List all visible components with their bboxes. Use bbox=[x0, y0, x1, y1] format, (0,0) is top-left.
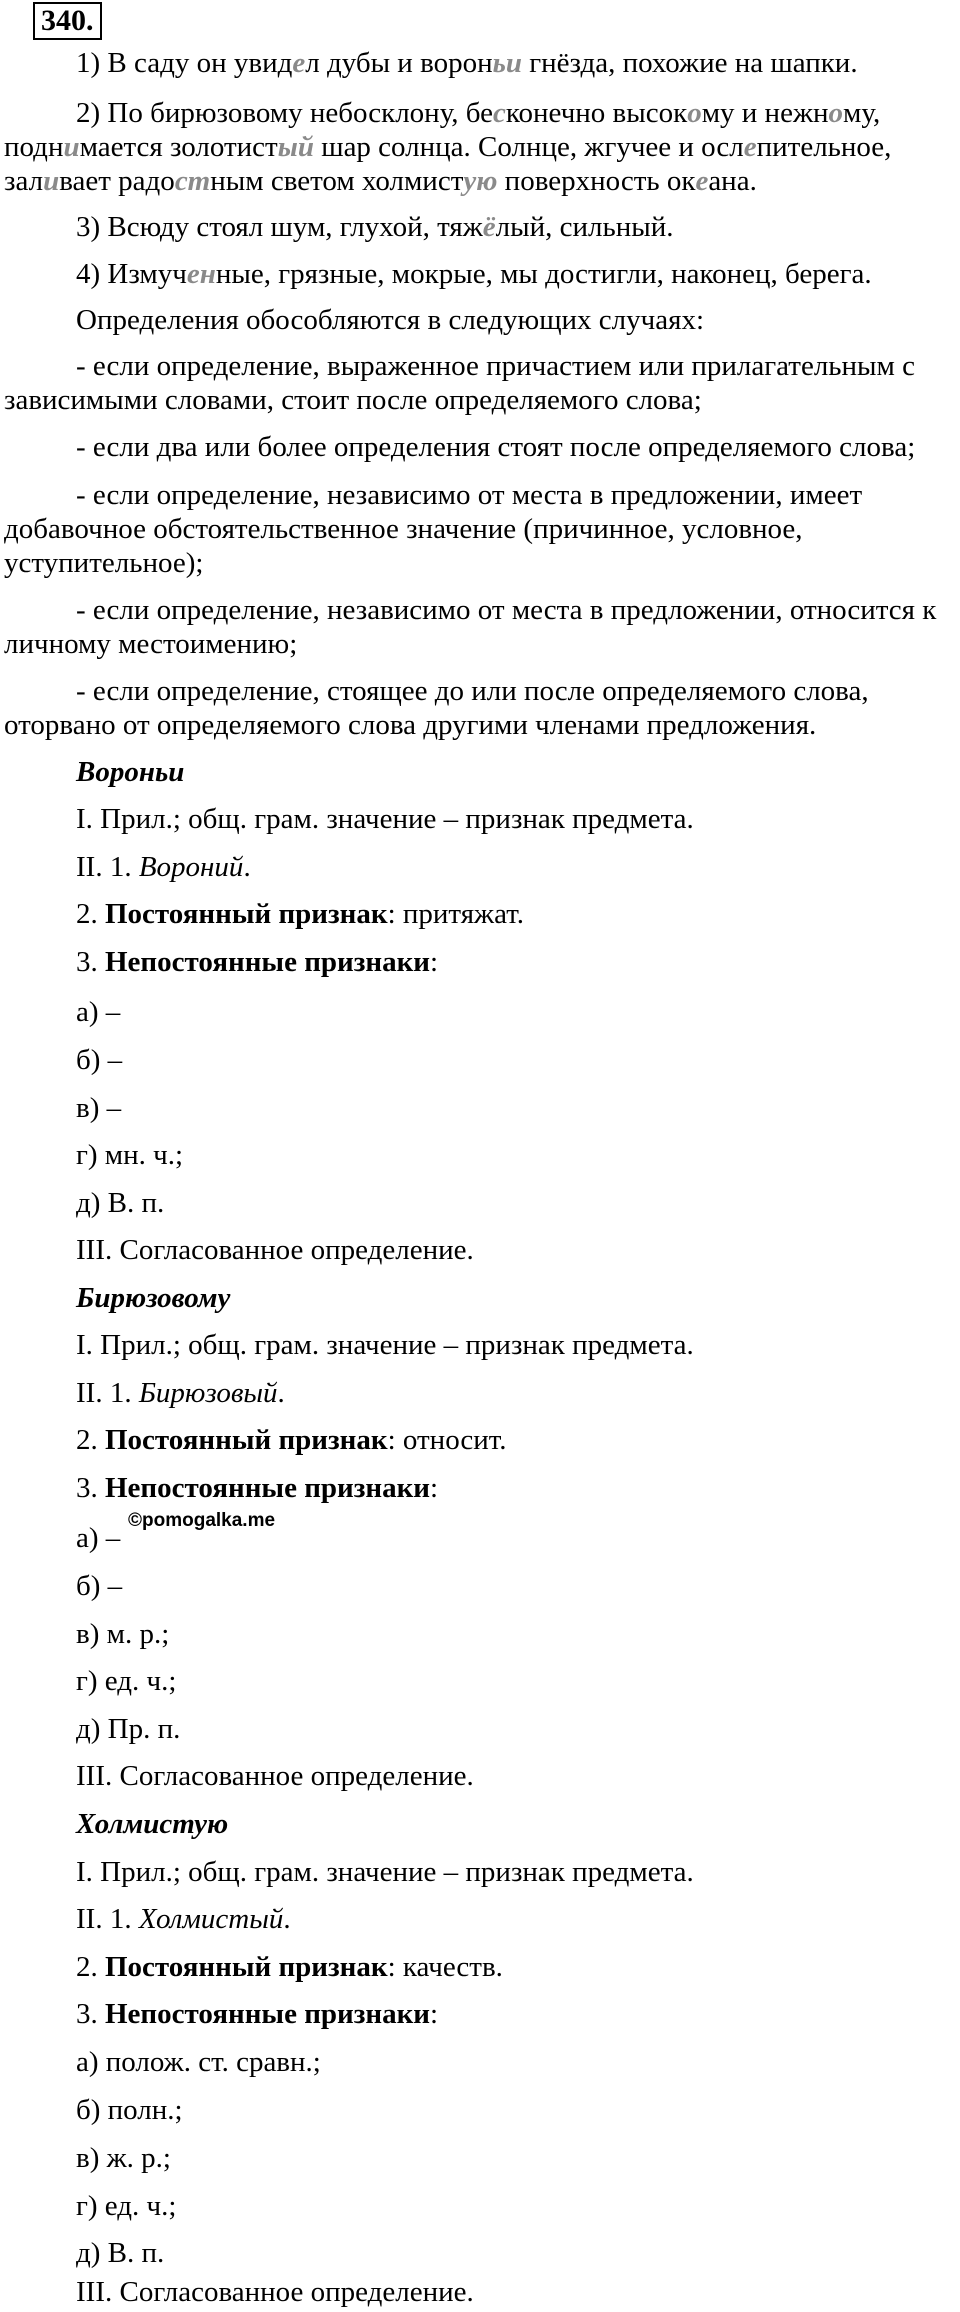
analysis-word: Вороньи bbox=[76, 756, 185, 788]
feature-d: г) ед. ч.; bbox=[76, 2190, 177, 2222]
highlighted-letter: е bbox=[292, 47, 306, 79]
text: му, bbox=[843, 97, 881, 129]
text: пительное, bbox=[756, 131, 892, 163]
highlighted-letter: ый bbox=[277, 131, 314, 163]
text: ные, грязные, мокрые, мы достигли, наконец, берега. bbox=[215, 258, 872, 290]
text: мается золотист bbox=[79, 131, 278, 163]
highlighted-letter: ё bbox=[482, 211, 496, 243]
text: му и нежн bbox=[701, 97, 829, 129]
highlighted-letter: и bbox=[63, 131, 80, 163]
text: поверхность ок bbox=[497, 165, 696, 197]
text: : притяжат. bbox=[387, 898, 524, 930]
sentence-2-line-3 bbox=[4, 164, 757, 198]
feature-e: д) В. п. bbox=[76, 1187, 165, 1219]
feature-a: а) – bbox=[76, 1522, 121, 1554]
sentence-2-line-2 bbox=[4, 130, 891, 164]
analysis-initial-form bbox=[76, 850, 251, 884]
initial-form: Холмистый bbox=[138, 1903, 284, 1935]
analysis-constant-features bbox=[76, 1423, 507, 1457]
analysis-part-1: I. Прил.; общ. грам. значение – признак предмета. bbox=[76, 1856, 694, 1888]
rule-1-line-2: зависимыми словами, стоит после определяемого слова; bbox=[4, 384, 702, 416]
text: : относит. bbox=[387, 1424, 507, 1456]
text: шар солнца. Солнце, жгучее и осл bbox=[313, 131, 744, 163]
initial-form: Вороний bbox=[138, 851, 244, 883]
text: : bbox=[430, 1998, 439, 2030]
sentence-2-line-1 bbox=[76, 96, 880, 130]
analysis-word: Холмистую bbox=[76, 1808, 229, 1840]
feature-d: г) мн. ч.; bbox=[76, 1139, 184, 1171]
feature-c: в) – bbox=[76, 1092, 122, 1124]
text: II. 1. bbox=[76, 851, 139, 883]
feature-b: б) полн.; bbox=[76, 2094, 183, 2126]
label: Непостоянные признаки bbox=[105, 1998, 431, 2030]
analysis-part-1: I. Прил.; общ. грам. значение – признак предмета. bbox=[76, 1329, 694, 1361]
highlighted-letter: о bbox=[828, 97, 844, 129]
text: 3. bbox=[76, 1472, 105, 1504]
text: лый, сильный. bbox=[495, 211, 674, 243]
feature-b: б) – bbox=[76, 1044, 123, 1076]
text: II. 1. bbox=[76, 1377, 139, 1409]
highlighted-letter: и bbox=[43, 165, 60, 197]
highlighted-letter: ст bbox=[174, 165, 211, 197]
label: Постоянный признак bbox=[105, 1951, 388, 1983]
feature-e: д) В. п. bbox=[76, 2237, 165, 2269]
analysis-variable-features bbox=[76, 1997, 438, 2031]
analysis-part-3: III. Согласованное определение. bbox=[76, 1234, 474, 1266]
label: Постоянный признак bbox=[105, 898, 388, 930]
text: II. 1. bbox=[76, 1903, 139, 1935]
rule-3-line-1: - если определение, независимо от места в предложении, имеет bbox=[76, 479, 863, 511]
feature-e: д) Пр. п. bbox=[76, 1713, 181, 1745]
text: 2) По бирюзовому небосклону, бе bbox=[76, 97, 494, 129]
highlighted-letter: е bbox=[743, 131, 757, 163]
text: л дубы и ворон bbox=[305, 47, 493, 79]
text: : bbox=[430, 946, 439, 978]
feature-c: в) м. р.; bbox=[76, 1618, 170, 1650]
text: гнёзда, похожие на шапки. bbox=[521, 47, 858, 79]
text: . bbox=[283, 1903, 291, 1935]
analysis-constant-features bbox=[76, 1950, 503, 1984]
feature-a: а) – bbox=[76, 996, 121, 1028]
text: подн bbox=[4, 131, 64, 163]
analysis-initial-form bbox=[76, 1376, 285, 1410]
text: 3. bbox=[76, 946, 105, 978]
highlighted-letter: ьи bbox=[492, 47, 522, 79]
feature-d: г) ед. ч.; bbox=[76, 1665, 177, 1697]
highlighted-letter: е bbox=[695, 165, 709, 197]
rule-4-line-2: личному местоимению; bbox=[4, 628, 298, 660]
highlighted-letter: с bbox=[493, 97, 506, 129]
text: 3. bbox=[76, 1998, 105, 2030]
label: Непостоянные признаки bbox=[105, 1472, 431, 1504]
text: : качеств. bbox=[387, 1951, 503, 1983]
analysis-initial-form bbox=[76, 1902, 291, 1936]
analysis-part-3: III. Согласованное определение. bbox=[76, 2276, 474, 2308]
sentence-1 bbox=[76, 46, 858, 80]
highlighted-letter: ен bbox=[186, 258, 216, 290]
text: вает радо bbox=[59, 165, 175, 197]
feature-b: б) – bbox=[76, 1570, 123, 1602]
feature-c: в) ж. р.; bbox=[76, 2142, 171, 2174]
analysis-variable-features bbox=[76, 945, 438, 979]
text: 4) Измуч bbox=[76, 258, 187, 290]
text: конечно высок bbox=[505, 97, 688, 129]
label: Непостоянные признаки bbox=[105, 946, 431, 978]
text: . bbox=[243, 851, 251, 883]
rule-5-line-1: - если определение, стоящее до или после определяемого слова, bbox=[76, 675, 869, 707]
rule-1-line-1: - если определение, выраженное причастием или прилагательным с bbox=[76, 350, 916, 382]
text: 1) В саду он увид bbox=[76, 47, 293, 79]
text: зал bbox=[4, 165, 44, 197]
text: 2. bbox=[76, 1951, 105, 1983]
analysis-constant-features bbox=[76, 897, 524, 931]
text: : bbox=[430, 1472, 439, 1504]
analysis-word: Бирюзовому bbox=[76, 1282, 231, 1314]
feature-a: а) полож. ст. сравн.; bbox=[76, 2046, 321, 2078]
text: ным светом холмист bbox=[210, 165, 464, 197]
rule-3-line-3: уступительное); bbox=[4, 547, 204, 579]
text: 3) Всюду стоял шум, глухой, тяж bbox=[76, 211, 483, 243]
analysis-part-1: I. Прил.; общ. грам. значение – признак предмета. bbox=[76, 803, 694, 835]
rules-intro: Определения обособляются в следующих случаях: bbox=[76, 304, 705, 336]
rule-5-line-2: оторвано от определяемого слова другими членами предложения. bbox=[4, 709, 817, 741]
text: . bbox=[277, 1377, 285, 1409]
exercise-number: 340. bbox=[33, 2, 102, 40]
label: Постоянный признак bbox=[105, 1424, 388, 1456]
highlighted-letter: о bbox=[687, 97, 702, 129]
sentence-3 bbox=[76, 210, 673, 244]
text: ана. bbox=[708, 165, 757, 197]
analysis-part-3: III. Согласованное определение. bbox=[76, 1760, 474, 1792]
analysis-variable-features bbox=[76, 1471, 438, 1505]
highlighted-letter: ую bbox=[463, 165, 498, 197]
rule-2-line-1: - если два или более определения стоят после определяемого слова; bbox=[76, 431, 916, 463]
text: 2. bbox=[76, 898, 105, 930]
rule-4-line-1: - если определение, независимо от места в предложении, относится к bbox=[76, 594, 937, 626]
initial-form: Бирюзовый bbox=[138, 1377, 278, 1409]
text: 2. bbox=[76, 1424, 105, 1456]
rule-3-line-2: добавочное обстоятельственное значение (причинное, условное, bbox=[4, 513, 803, 545]
sentence-4 bbox=[76, 257, 872, 291]
watermark: ©pomogalka.me bbox=[128, 1510, 276, 1531]
